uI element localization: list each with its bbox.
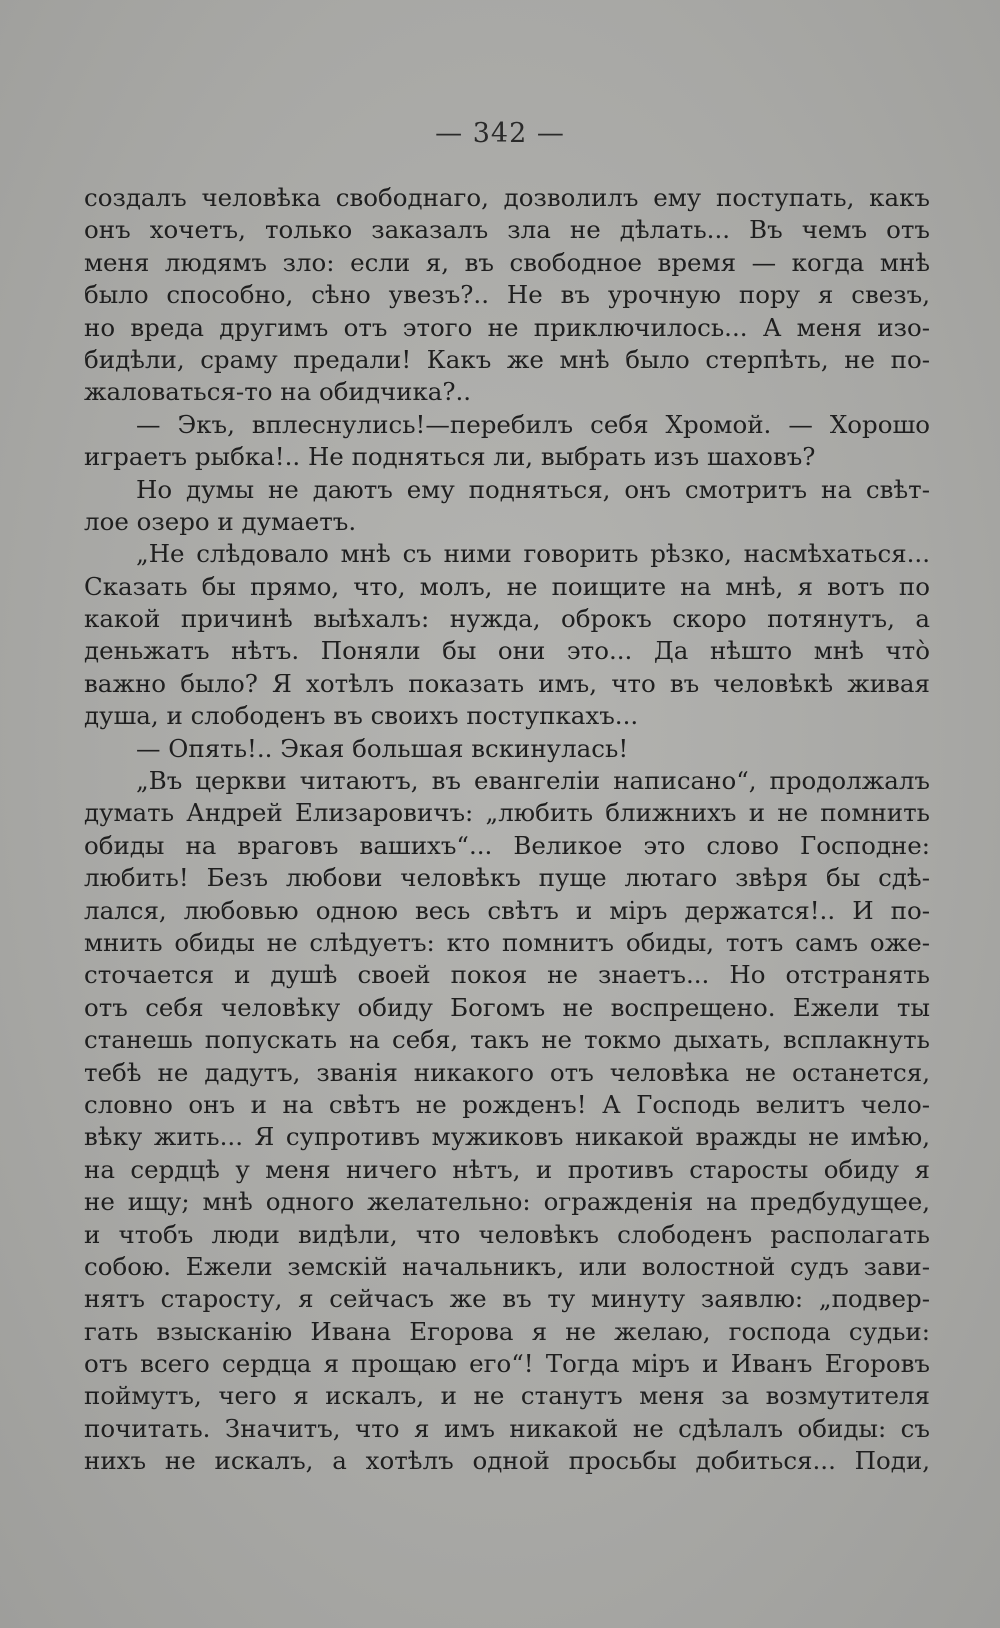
text-line: „Въ церкви читаютъ, въ евангеліи написано“, продолжалъ [136,766,930,796]
text-line: сточается и душѣ своей покоя не знаетъ... Но отстранять [84,960,930,990]
text-line: поймутъ, чего я искалъ, и не станутъ меня за возмутителя [84,1381,930,1411]
text-line: отъ себя человѣку обиду Богомъ не воспрещено. Ежели ты [84,992,930,1022]
text-line: отъ всего сердца я прощаю его“! Тогда міръ и Иванъ Егоровъ [84,1349,930,1379]
text-line: на сердцѣ у меня ничего нѣтъ, и противъ старосты обиду я [84,1154,930,1184]
text-line: важно было? Я хотѣлъ показать имъ, что въ человѣкѣ живая [84,668,930,698]
text-line: но вреда другимъ отъ этого не приключилось... А меня изо- [84,312,930,342]
text-line: лался, любовью одною весь свѣтъ и міръ держатся!.. И по- [84,895,930,925]
text-line: гать взысканію Ивана Егорова я не желаю, господа судьи: [84,1316,930,1346]
text-line: Но думы не даютъ ему подняться, онъ смотритъ на свѣт- [136,474,930,504]
text-line: не ищу; мнѣ одного желательно: огражденія на предбудущее, [84,1187,930,1217]
text-line: почитать. Значитъ, что я имъ никакой не сдѣлалъ обиды: съ [84,1413,930,1443]
text-line: любить! Безъ любови человѣкъ пуще лютаго звѣря бы сдѣ- [84,863,930,893]
text-line: жаловаться-то на обидчика?.. [84,377,472,407]
text-line: — Экъ, вплеснулись!—перебилъ себя Хромой. — Хорошо [136,409,930,439]
text-line: лое озеро и думаетъ. [84,506,357,536]
text-line: меня людямъ зло: если я, въ свободное время — когда мнѣ [84,247,930,277]
text-line: — Опять!.. Экая большая вскинулась! [136,733,629,763]
text-line: мнить обиды не слѣдуетъ: кто помнитъ обиды, тотъ самъ оже- [84,927,930,957]
text-line: нихъ не искалъ, а хотѣлъ одной просьбы добиться... Поди, [84,1446,930,1476]
text-line: думать Андрей Елизаровичъ: „любить ближнихъ и не помнить [84,798,930,828]
text-line: какой причинѣ выѣхалъ: нужда, оброкъ скоро потянутъ, а [84,604,930,634]
body-text [84,182,930,1478]
text-line: нятъ старосту, я сейчасъ же въ ту минуту заявлю: „подвер- [84,1284,930,1314]
text-line: и чтобъ люди видѣли, что человѣкъ слободенъ располагать [84,1219,930,1249]
text-line: собою. Ежели земскій начальникъ, или волостной судъ зави- [84,1251,930,1281]
page-number: — 342 — [435,118,565,149]
text-line: вѣку жить... Я супротивъ мужиковъ никакой вражды не имѣю, [84,1122,930,1152]
text-line: бидѣли, сраму предали! Какъ же мнѣ было стерпѣть, не по- [84,344,930,374]
text-line: обиды на враговъ вашихъ“... Великое это слово Господне: [84,830,930,860]
text-line: тебѣ не дадутъ, званія никакого отъ человѣка не останется, [84,1057,930,1087]
text-line: станешь попускать на себя, такъ не токмо дыхать, всплакнуть [84,1025,930,1055]
text-line: играетъ рыбка!.. Не подняться ли, выбрать изъ шаховъ? [84,442,816,472]
text-line: „Не слѣдовало мнѣ съ ними говорить рѣзко, насмѣхаться... [136,539,930,569]
text-line: было способно, сѣно увезъ?.. Не въ урочную пору я свезъ, [84,280,930,310]
text-line: онъ хочетъ, только заказалъ зла не дѣлать... Въ чемъ отъ [84,215,930,245]
text-line: деньжатъ нѣтъ. Поняли бы они это... Да нѣшто мнѣ что̀ [84,636,930,666]
text-line: словно онъ и на свѣтъ не рожденъ! А Господь велитъ чело- [84,1089,930,1119]
text-line: Сказать бы прямо, что, молъ, не поищите на мнѣ, я вотъ по [84,571,930,601]
text-line: создалъ человѣка свободнаго, дозволилъ ему поступать, какъ [84,183,930,212]
text-line: душа, и слободенъ въ своихъ поступкахъ... [84,701,639,731]
